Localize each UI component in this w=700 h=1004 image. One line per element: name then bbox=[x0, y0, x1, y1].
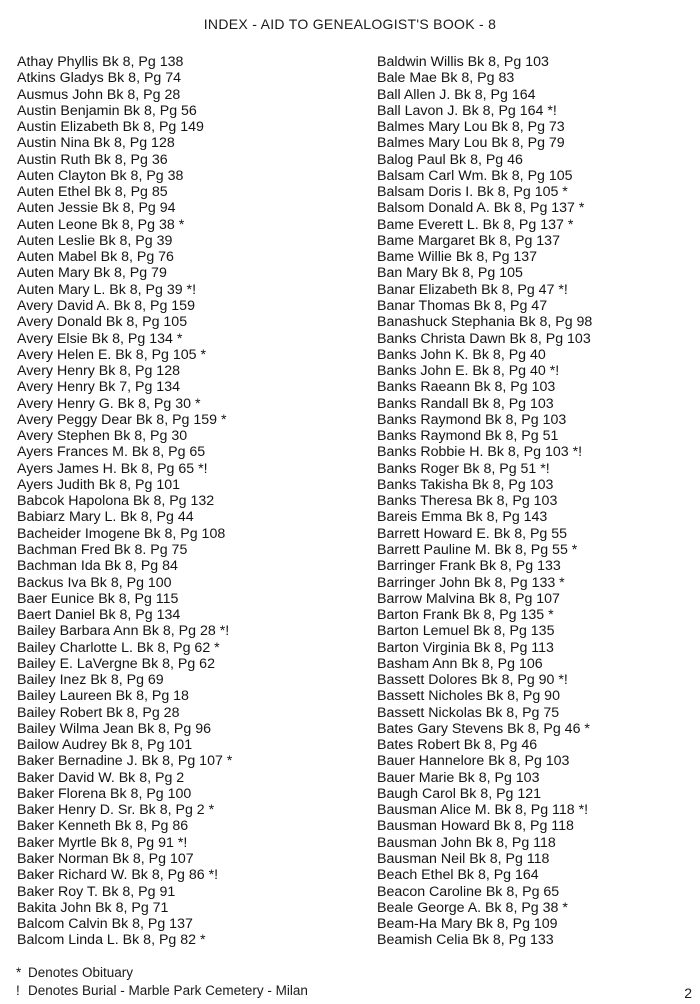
index-entry: Auten Mary Bk 8, Pg 79 bbox=[17, 265, 167, 282]
index-entry: Bachman Fred Bk 8. Pg 75 bbox=[17, 541, 188, 558]
index-entry: Avery Elsie Bk 8, Pg 134 * bbox=[17, 330, 183, 347]
index-entry: Backus Iva Bk 8, Pg 100 bbox=[17, 574, 172, 591]
index-entry: Austin Benjamin Bk 8, Pg 56 bbox=[17, 102, 197, 119]
index-entry: Ban Mary Bk 8, Pg 105 bbox=[377, 265, 523, 282]
index-entry: Bacheider Imogene Bk 8, Pg 108 bbox=[17, 525, 226, 542]
legend-burial bbox=[16, 982, 308, 1000]
index-entry: Barrett Pauline M. Bk 8, Pg 55 * bbox=[377, 541, 578, 558]
index-entry: Barrett Howard E. Bk 8, Pg 55 bbox=[377, 525, 568, 542]
index-entry: Auten Leslie Bk 8, Pg 39 bbox=[17, 232, 173, 249]
index-entry: Banks John K. Bk 8, Pg 40 bbox=[377, 346, 546, 363]
index-entry: Balcom Calvin Bk 8, Pg 137 bbox=[17, 916, 193, 933]
index-entry: Banashuck Stephania Bk 8, Pg 98 bbox=[377, 314, 593, 331]
index-entry: Banks Raymond Bk 8, Pg 51 bbox=[377, 428, 559, 445]
index-entry: Banks Raeann Bk 8, Pg 103 bbox=[377, 379, 556, 396]
index-entry: Austin Ruth Bk 8, Pg 36 bbox=[17, 151, 168, 168]
index-entry: Beach Ethel Bk 8, Pg 164 bbox=[377, 867, 539, 884]
index-entry: Balsom Donald A. Bk 8, Pg 137 * bbox=[377, 200, 585, 217]
index-entry: Austin Elizabeth Bk 8, Pg 149 bbox=[17, 119, 204, 136]
index-entry: Avery David A. Bk 8, Pg 159 bbox=[17, 297, 195, 314]
index-entry: Bassett Dolores Bk 8, Pg 90 *! bbox=[377, 672, 568, 689]
index-entry: Baker Kenneth Bk 8, Pg 86 bbox=[17, 818, 189, 835]
index-entry: Bausman Alice M. Bk 8, Pg 118 *! bbox=[377, 802, 589, 819]
index-entry: Bailey Inez Bk 8, Pg 69 bbox=[17, 672, 164, 689]
index-entry: Bale Mae Bk 8, Pg 83 bbox=[377, 70, 515, 87]
index-entry: Bailow Audrey Bk 8, Pg 101 bbox=[17, 737, 193, 754]
index-entry: Ayers James H. Bk 8, Pg 65 *! bbox=[17, 460, 208, 477]
index-entry: Bailey Barbara Ann Bk 8, Pg 28 *! bbox=[17, 623, 230, 640]
index-column-right bbox=[377, 54, 697, 949]
index-entry: Bausman John Bk 8, Pg 118 bbox=[377, 834, 556, 851]
index-entry: Atkins Gladys Bk 8, Pg 74 bbox=[17, 70, 182, 87]
index-entry: Auten Mary L. Bk 8, Pg 39 *! bbox=[17, 281, 197, 298]
index-entry: Bates Gary Stevens Bk 8, Pg 46 * bbox=[377, 720, 590, 737]
index-entry: Bailey E. LaVergne Bk 8, Pg 62 bbox=[17, 655, 215, 672]
page-title: INDEX - AID TO GENEALOGIST'S BOOK - 8 bbox=[203, 16, 497, 32]
index-entry: Avery Helen E. Bk 8, Pg 105 * bbox=[17, 346, 207, 363]
index-entry: Baker Richard W. Bk 8, Pg 86 *! bbox=[17, 867, 219, 884]
index-entry: Ball Allen J. Bk 8, Pg 164 bbox=[377, 86, 536, 103]
index-entry: Bates Robert Bk 8, Pg 46 bbox=[377, 737, 538, 754]
index-entry: Barrow Malvina Bk 8, Pg 107 bbox=[377, 590, 560, 607]
index-entry: Bauer Hannelore Bk 8, Pg 103 bbox=[377, 753, 570, 770]
index-entry: Bakita John Bk 8, Pg 71 bbox=[17, 899, 169, 916]
index-entry: Bame Everett L. Bk 8, Pg 137 * bbox=[377, 216, 574, 233]
index-entry: Barringer John Bk 8, Pg 133 * bbox=[377, 574, 565, 591]
index-entry: Beale George A. Bk 8, Pg 38 * bbox=[377, 899, 568, 916]
index-entry: Baert Daniel Bk 8, Pg 134 bbox=[17, 607, 181, 624]
obituary-text: Denotes Obituary bbox=[28, 965, 134, 980]
index-entry: Athay Phyllis Bk 8, Pg 138 bbox=[17, 54, 184, 70]
index-entry: Banar Thomas Bk 8, Pg 47 bbox=[377, 297, 548, 314]
index-entry: Baker Myrtle Bk 8, Pg 91 *! bbox=[17, 834, 188, 851]
index-entry: Baker Roy T. Bk 8, Pg 91 bbox=[17, 883, 176, 900]
index-entry: Baker Bernadine J. Bk 8, Pg 107 * bbox=[17, 753, 233, 770]
legend bbox=[16, 964, 308, 1000]
index-entry: Auten Ethel Bk 8, Pg 85 bbox=[17, 184, 168, 201]
index-entry: Barton Frank Bk 8, Pg 135 * bbox=[377, 607, 554, 624]
index-column-left bbox=[17, 54, 362, 949]
index-entry: Balsam Carl Wm. Bk 8, Pg 105 bbox=[377, 167, 573, 184]
index-entry: Banks Robbie H. Bk 8, Pg 103 *! bbox=[377, 444, 583, 461]
index-entry: Babiarz Mary L. Bk 8, Pg 44 bbox=[17, 509, 194, 526]
index-entry: Banks Randall Bk 8, Pg 103 bbox=[377, 395, 554, 412]
index-entry: Balmes Mary Lou Bk 8, Pg 79 bbox=[377, 135, 565, 152]
index-entry: Bauer Marie Bk 8, Pg 103 bbox=[377, 769, 540, 786]
index-entry: Baugh Carol Bk 8, Pg 121 bbox=[377, 785, 542, 802]
index-entry: Avery Peggy Dear Bk 8, Pg 159 * bbox=[17, 411, 227, 428]
index-entry: Banks Raymond Bk 8, Pg 103 bbox=[377, 411, 567, 428]
index-entry: Banks Christa Dawn Bk 8, Pg 103 bbox=[377, 330, 591, 347]
index-entry: Ayers Frances M. Bk 8, Pg 65 bbox=[17, 444, 206, 461]
page-number: 2 bbox=[684, 985, 692, 1001]
index-entry: Banks Theresa Bk 8, Pg 103 bbox=[377, 493, 558, 510]
index-entry: Banks Takisha Bk 8, Pg 103 bbox=[377, 476, 554, 493]
index-entry: Beacon Caroline Bk 8, Pg 65 bbox=[377, 883, 560, 900]
index-entry: Bailey Charlotte L. Bk 8, Pg 62 * bbox=[17, 639, 220, 656]
index-entry: Avery Donald Bk 8, Pg 105 bbox=[17, 314, 188, 331]
index-entry: Balcom Linda L. Bk 8, Pg 82 * bbox=[17, 932, 206, 949]
index-entry: Balsam Doris I. Bk 8, Pg 105 * bbox=[377, 184, 568, 201]
index-entry: Bame Willie Bk 8, Pg 137 bbox=[377, 249, 538, 266]
index-entry: Baker Norman Bk 8, Pg 107 bbox=[17, 851, 194, 868]
index-entry: Banks John E. Bk 8, Pg 40 *! bbox=[377, 363, 560, 380]
index-entry: Baker Florena Bk 8, Pg 100 bbox=[17, 785, 192, 802]
index-entry: Basham Ann Bk 8, Pg 106 bbox=[377, 655, 543, 672]
index-entry: Banks Roger Bk 8, Pg 51 *! bbox=[377, 460, 550, 477]
index-entry: Avery Henry Bk 8, Pg 128 bbox=[17, 363, 180, 380]
index-entry: Avery Henry Bk 7, Pg 134 bbox=[17, 379, 180, 396]
burial-text: Denotes Burial - Marble Park Cemetery - Milan bbox=[28, 983, 308, 998]
index-entry: Beam-Ha Mary Bk 8, Pg 109 bbox=[377, 916, 558, 933]
index-entry: Bausman Neil Bk 8, Pg 118 bbox=[377, 851, 550, 868]
index-entry: Avery Henry G. Bk 8, Pg 30 * bbox=[17, 395, 201, 412]
index-entry: Beamish Celia Bk 8, Pg 133 bbox=[377, 932, 554, 949]
index-entry: Auten Clayton Bk 8, Pg 38 bbox=[17, 167, 184, 184]
index-entry: Barringer Frank Bk 8, Pg 133 bbox=[377, 558, 561, 575]
index-entry: Bame Margaret Bk 8, Pg 137 bbox=[377, 232, 560, 249]
index-entry: Bailey Laureen Bk 8, Pg 18 bbox=[17, 688, 189, 705]
index-entry: Balog Paul Bk 8, Pg 46 bbox=[377, 151, 523, 168]
index-entry: Bailey Robert Bk 8, Pg 28 bbox=[17, 704, 180, 721]
index-entry: Bassett Nicholes Bk 8, Pg 90 bbox=[377, 688, 560, 705]
burial-symbol: ! bbox=[16, 983, 20, 998]
index-entry: Auten Jessie Bk 8, Pg 94 bbox=[17, 200, 176, 217]
index-entry: Ayers Judith Bk 8, Pg 101 bbox=[17, 476, 180, 493]
index-entry: Baldwin Willis Bk 8, Pg 103 bbox=[377, 54, 549, 70]
index-entry: Avery Stephen Bk 8, Pg 30 bbox=[17, 428, 188, 445]
index-entry: Austin Nina Bk 8, Pg 128 bbox=[17, 135, 175, 152]
index-entry: Banar Elizabeth Bk 8, Pg 47 *! bbox=[377, 281, 568, 298]
index-entry: Ausmus John Bk 8, Pg 28 bbox=[17, 86, 181, 103]
index-entry: Auten Mabel Bk 8, Pg 76 bbox=[17, 249, 174, 266]
index-entry: Bassett Nickolas Bk 8, Pg 75 bbox=[377, 704, 560, 721]
index-entry: Ball Lavon J. Bk 8, Pg 164 *! bbox=[377, 102, 557, 119]
obituary-symbol: * bbox=[16, 965, 22, 980]
index-entry: Babcok Hapolona Bk 8, Pg 132 bbox=[17, 493, 215, 510]
index-entry: Bachman Ida Bk 8, Pg 84 bbox=[17, 558, 178, 575]
index-entry: Baer Eunice Bk 8, Pg 115 bbox=[17, 590, 179, 607]
legend-obituary bbox=[16, 964, 308, 982]
index-entry: Bareis Emma Bk 8, Pg 143 bbox=[377, 509, 548, 526]
index-entry: Bausman Howard Bk 8, Pg 118 bbox=[377, 818, 574, 835]
index-entry: Auten Leone Bk 8, Pg 38 * bbox=[17, 216, 185, 233]
index-entry: Baker Henry D. Sr. Bk 8, Pg 2 * bbox=[17, 802, 215, 819]
index-entry: Barton Virginia Bk 8, Pg 113 bbox=[377, 639, 554, 656]
index-entry: Bailey Wilma Jean Bk 8, Pg 96 bbox=[17, 720, 211, 737]
index-entry: Balmes Mary Lou Bk 8, Pg 73 bbox=[377, 119, 565, 136]
index-entry: Barton Lemuel Bk 8, Pg 135 bbox=[377, 623, 555, 640]
index-entry: Baker David W. Bk 8, Pg 2 bbox=[17, 769, 185, 786]
